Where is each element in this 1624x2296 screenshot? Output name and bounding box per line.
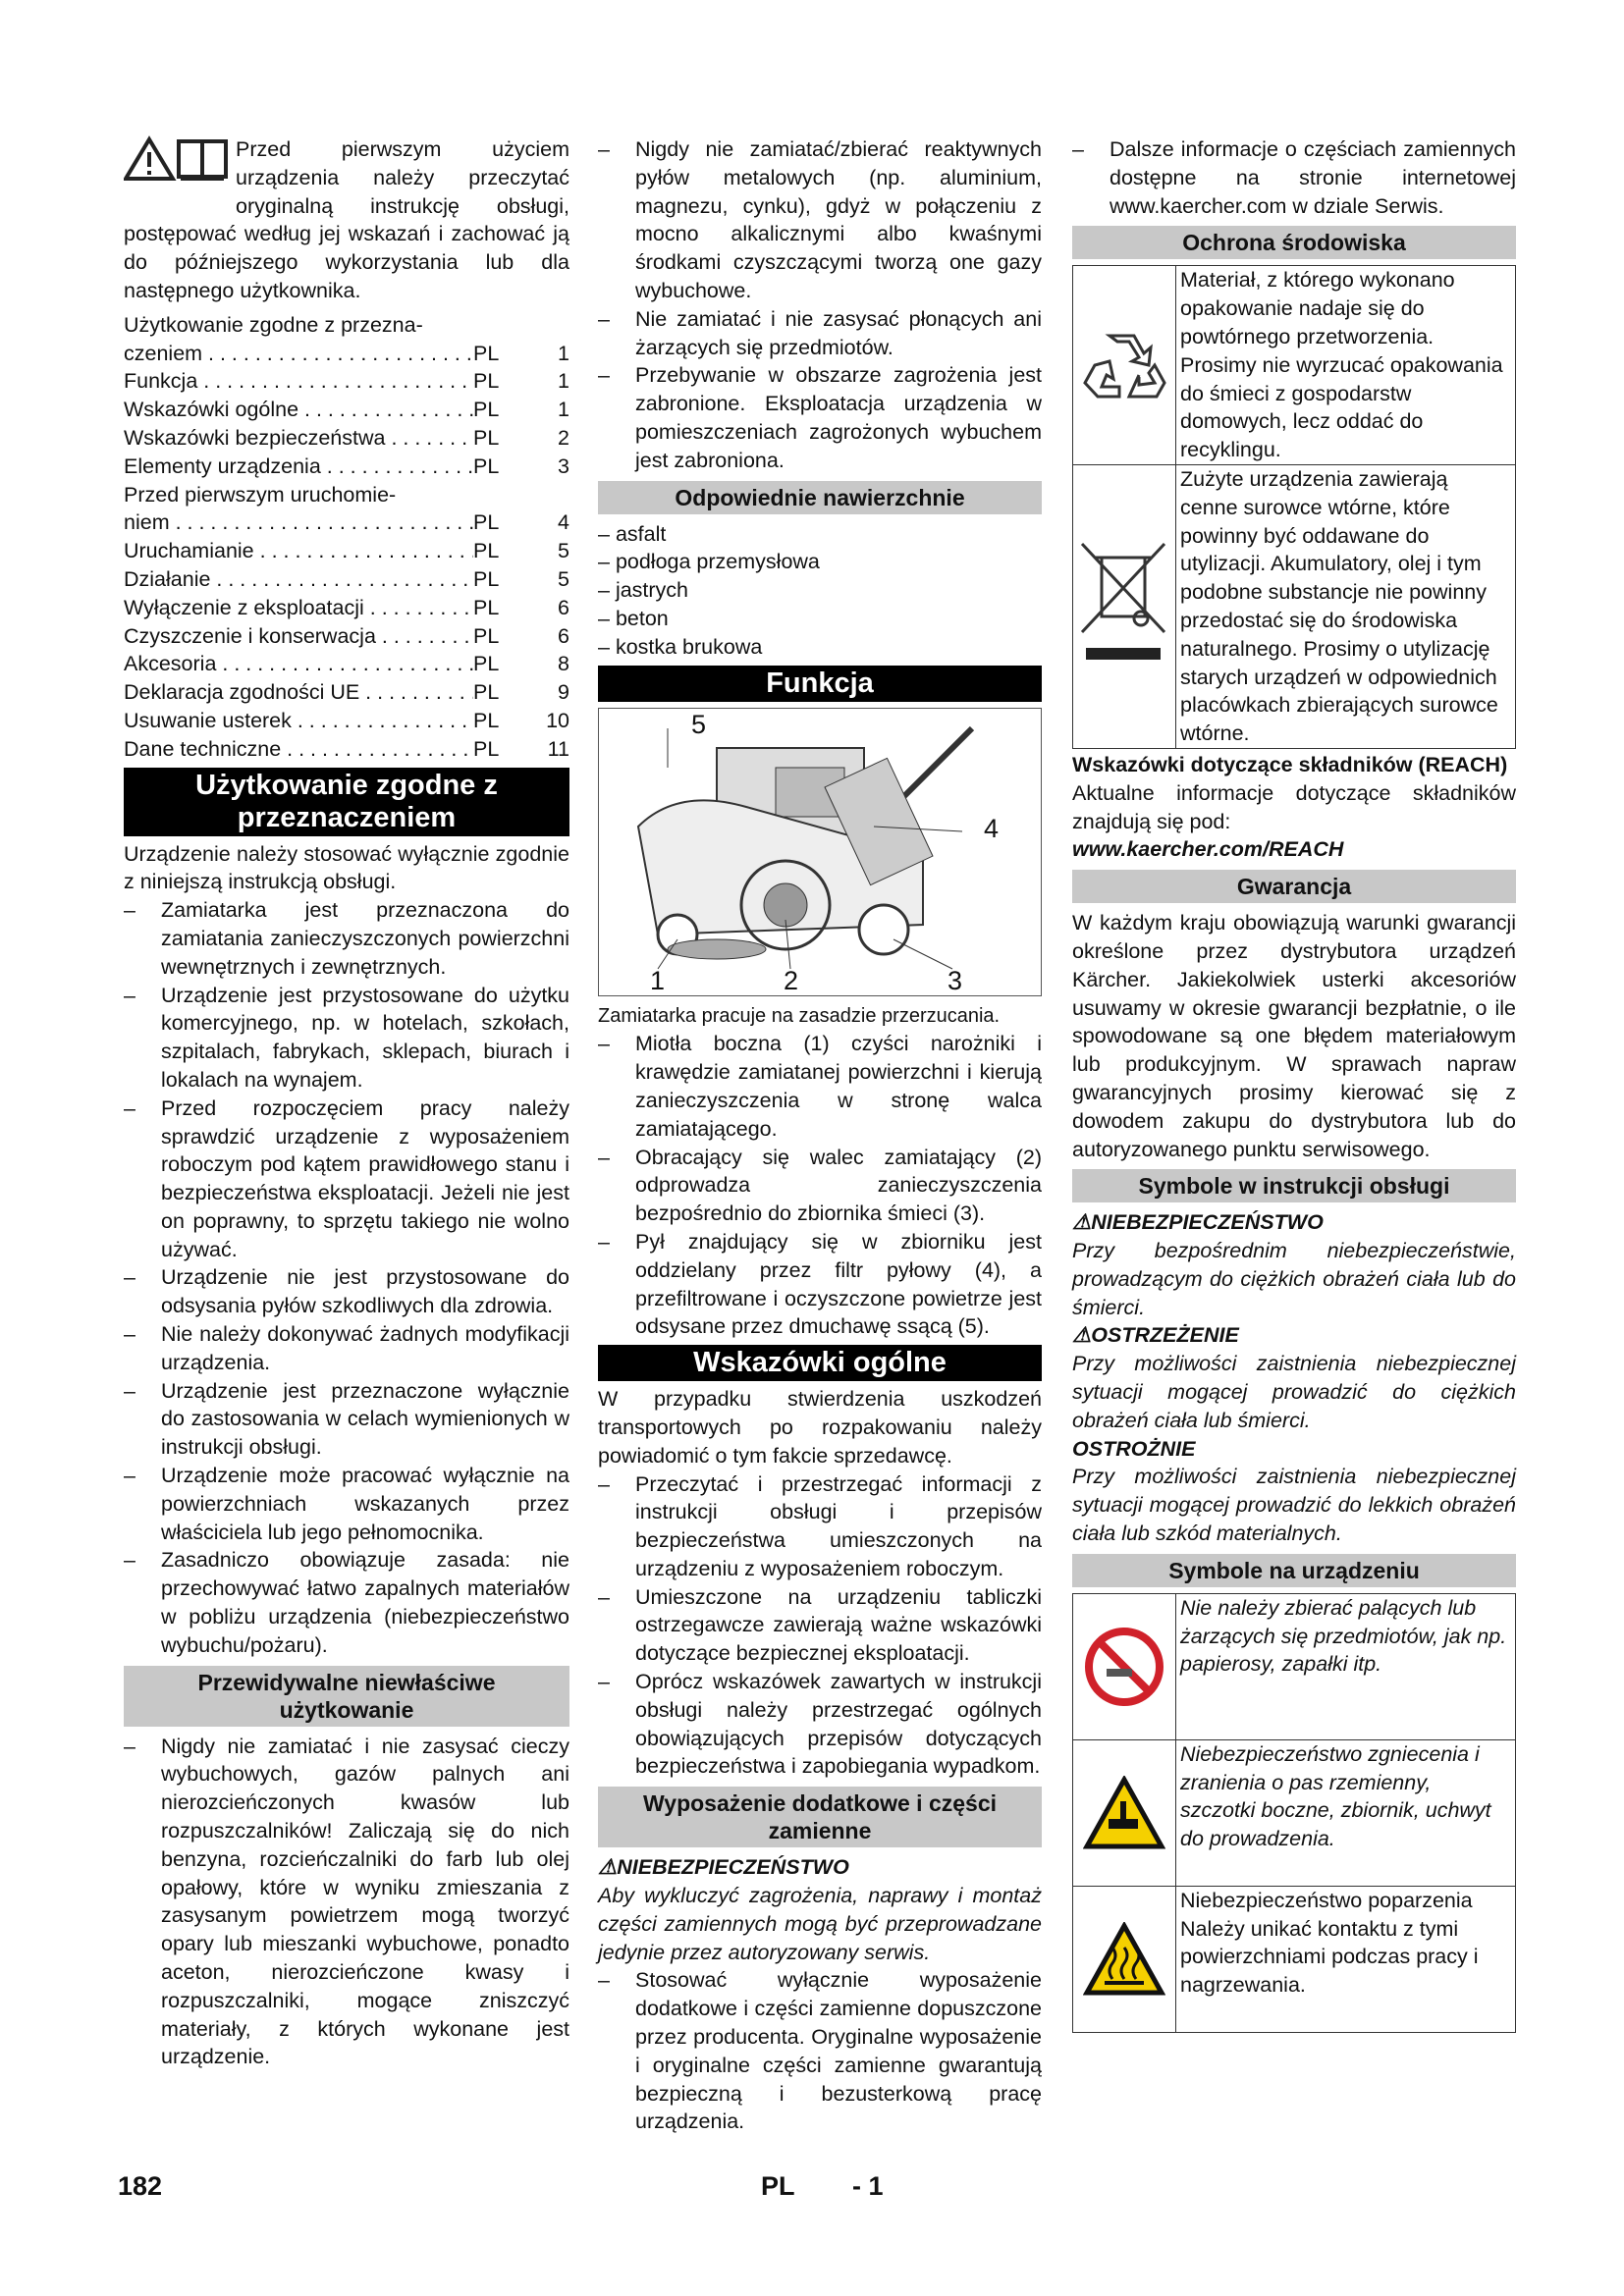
column-2 [598, 135, 1042, 2136]
figure-label: 4 [984, 813, 1000, 843]
figure-label: 5 [691, 709, 707, 739]
heading-intended-use: Użytkowanie zgodne z przeznaczeniem [124, 768, 569, 836]
heading-warranty: Gwarancja [1072, 870, 1516, 903]
caution-text: Przy możliwości zaistnienia niebezpiecznej sytuacji mogącej prowadzić do lekkich obrażeń ciała lub szkód materialnych. [1072, 1465, 1516, 1546]
warning-text: Przy możliwości zaistnienia niebezpiecznej sytuacji mogącej prowadzić do ciężkich obrażeń ciała lub śmierci. [1072, 1352, 1516, 1432]
recycle-icon [1073, 266, 1176, 464]
list-item: – Urządzenie jest przystosowane do użytku komercyjnego, np. w hotelach, szkołach, szpitalach, fabrykach, sklepach, biurach i lokalach na wynajem. [124, 983, 569, 1092]
toc-item[interactable]: Funkcja . . . PL 1 [124, 367, 569, 396]
symbol-text: Niebezpieczeństwo poparzenia Należy unikać kontaktu z tymi powierzchniami podczas pracy i nagrzewania. [1180, 1888, 1479, 1998]
intended-use-list [124, 896, 569, 1660]
list-item: – Stosować wyłącznie wyposażenie dodatkowe i części zamienne dopuszczone przez producenta. Oryginalne wyposażenie i oryginalne części zamienne gwarantują bezpieczną i bezusterkową pracę urządzenia. [598, 1968, 1042, 2134]
warning-triangle-icon: ⚠ [598, 1855, 618, 1880]
warning-book-icon [124, 135, 230, 194]
list-item: – Pył znajdujący się w zbiorniku jest oddzielany przez filtr pyłowy (4), a przefiltrowane i oczyszczone powietrze jest odsysane przez dmuchawę ssącą (5). [598, 1229, 1042, 1339]
reach-text: Aktualne informacje dotyczące składników znajdują się pod: [1072, 780, 1516, 833]
warning-label: ⚠OSTRZEŻENIE [1072, 1323, 1239, 1348]
crush-hazard-icon [1073, 1740, 1176, 1886]
list-item: – Umieszczone na urządzeniu tabliczki ostrzegawcze zawierają ważne wskazówki dotyczące bezpiecznej eksploatacji. [598, 1584, 1042, 1666]
heading-environment: Ochrona środowiska [1072, 226, 1516, 259]
danger-label: ⚠NIEBEZPIECZEŃSTWO [1072, 1210, 1324, 1235]
footer-subpage: - 1 [852, 2171, 884, 2201]
list-item: – kostka brukowa [598, 634, 763, 659]
toc-item[interactable]: Czyszczenie i konserwacja . . . PL 6 [124, 622, 569, 651]
reach-link[interactable]: www.kaercher.com/REACH [1072, 837, 1344, 862]
crossed-bin-icon [1073, 465, 1176, 748]
heading-accessories: Wyposażenie dodatkowe i części zamienne [598, 1787, 1042, 1847]
warning-triangle-icon: ⚠ [1072, 1210, 1092, 1235]
heading-function: Funkcja [598, 666, 1042, 702]
table-row [1072, 1740, 1516, 1887]
list-item: – Oprócz wskazówek zawartych w instrukcji obsługi należy przestrzegać ogólnych obowiązujących przepisów dotyczących bezpieczeństwa i zapobiegania wypadkom. [598, 1670, 1042, 1779]
table-row [1072, 265, 1516, 465]
heading-device-symbols: Symbole na urządzeniu [1072, 1554, 1516, 1587]
danger-text: Aby wykluczyć zagrożenia, naprawy i montaż części zamiennych mogą być przeprowadzane jedynie przez autoryzowany serwis. [598, 1884, 1042, 1964]
toc-item[interactable]: Akcesoria . . . PL 8 [124, 650, 569, 678]
list-item: – jastrych [598, 578, 689, 603]
heading-misuse: Przewidywalne niewłaściwe użytkowanie [124, 1666, 569, 1727]
toc-item[interactable]: Deklaracja zgodności UE . . . PL 9 [124, 678, 569, 707]
general-intro: W przypadku stwierdzenia uszkodzeń transportowych po rozpakowaniu należy powiadomić o tym fakcie sprzedawcę. [598, 1387, 1042, 1468]
list-item: – Zamiatarka jest przeznaczona do zamiatania zanieczyszczonych powierzchni wewnętrznych i zewnętrznych. [124, 898, 569, 979]
table-row [1072, 465, 1516, 749]
heading-symbols: Symbole w instrukcji obsługi [1072, 1169, 1516, 1202]
table-row [1072, 1593, 1516, 1740]
list-item: – Urządzenie jest przeznaczone wyłącznie do zastosowania w celach wymienionych w instrukcji obsługi. [124, 1378, 569, 1460]
warning-triangle-icon: ⚠ [1072, 1323, 1092, 1348]
general-list [598, 1470, 1042, 1782]
toc-item[interactable]: Przed pierwszym uruchomie- niem . . . PL 4 [124, 481, 569, 538]
toc-item[interactable]: Działanie . . . PL 5 [124, 565, 569, 594]
toc-item[interactable]: Dane techniczne . . . PL 11 [124, 735, 569, 764]
list-item: – Dalsze informacje o częściach zamiennych dostępne na stronie internetowej www.kaercher.com w dziale Serwis. [1072, 137, 1516, 218]
figure-label: 2 [784, 965, 799, 995]
list-item: – Przebywanie w obszarze zagrożenia jest zabronione. Eksploatacja urządzenia w pomieszczeniach zagrożonych wybuchem jest zabroniona. [598, 363, 1042, 472]
heading-general: Wskazówki ogólne [598, 1345, 1042, 1381]
sweeper-figure [598, 708, 1042, 996]
danger-label: ⚠NIEBEZPIECZEŃSTWO [598, 1855, 849, 1880]
table-of-contents [124, 311, 569, 764]
list-item: – Obracający się walec zamiatający (2) odprowadza zanieczyszczenia bezpośrednio do zbiornika śmieci (3). [598, 1145, 1042, 1226]
no-burning-objects-icon [1073, 1594, 1176, 1739]
heading-reach: Wskazówki dotyczące składników (REACH) [1072, 752, 1508, 776]
symbol-text: Nie należy zbierać palących lub żarzących się przedmiotów, jak np. papierosy, zapałki itp. [1180, 1595, 1507, 1677]
list-item: – Urządzenie nie jest przystosowane do odsysania pyłów szkodliwych dla zdrowia. [124, 1265, 569, 1318]
danger-text: Przy bezpośrednim niebezpieczeństwie, prowadzącym do ciężkich obrażeń ciała lub do śmierci. [1072, 1239, 1516, 1319]
list-item: – Zasadniczo obowiązuje zasada: nie przechowywać łatwo zapalnych materiałów w pobliżu urządzenia (niebezpieczeństwo wybuchu/pożaru). [124, 1548, 569, 1657]
recycle-text: Materiał, z którego wykonano opakowanie nadaje się do powtórnego przetworzenia. Prosimy nie wyrzucać opakowania do śmieci z gospodarstw domowych, lecz oddać do recyklingu. [1180, 268, 1503, 462]
column-3 [1072, 135, 1516, 2033]
device-symbols-table [1072, 1593, 1516, 2033]
list-item: – Miotła boczna (1) czyści narożniki i krawędzie zamiatanej powierzchni i kierują zanieczyszczenia w stronę walca zamiatającego. [598, 1032, 1042, 1141]
figure-label: 3 [947, 965, 963, 995]
toc-item[interactable]: Użytkowanie zgodne z przezna- czeniem . . . PL 1 [124, 311, 569, 368]
list-item: – Przeczytać i przestrzegać informacji z instrukcji obsługi i przepisów bezpieczeństwa umieszczonych na urządzeniu z wyposażeniem roboczym. [598, 1471, 1042, 1580]
list-item: – Urządzenie może pracować wyłącznie na powierzchniach wskazanych przez właściciela lub jego pełnomocnika. [124, 1464, 569, 1544]
list-item: – beton [598, 606, 669, 630]
intro-paragraph: Przed pierwszym użyciem urządzenia należy przeczytać oryginalną instrukcję obsługi, postępować według jej wskazań i zachować ją do późniejszego wykorzystania lub dla następnego użytkownika. [124, 137, 569, 302]
intended-use-intro: Urządzenie należy stosować wyłącznie zgodnie z niniejszą instrukcją obsługi. [124, 841, 569, 894]
warranty-text: W każdym kraju obowiązują warunki gwarancji określone przez dystrybutora urządzeń Kärcher. Jakiekolwiek usterki akcesoriów usuwamy w okresie gwarancji bezpłatnie, o ile spowodowane są one błędem materiałowym lub produkcyjnym. W sprawach napraw gwarancyjnych prosimy kierować się z dowodem zakupu do dystrybutora lub do autoryzowanego punktu serwisowego. [1072, 911, 1516, 1161]
list-item: – asfalt [598, 521, 667, 546]
toc-item[interactable]: Elementy urządzenia . . . PL 3 [124, 453, 569, 481]
disposal-text: Zużyte urządzenia zawierają cenne surowce wtórne, które powinny być oddawane do utylizacji. Akumulatory, olej i tym podobne substancje nie powinny przedostać się do środowiska naturalnego. Prosimy o utylizację starych urządzeń w odpowiednich placówkach zbierających surowce wtórne. [1180, 466, 1498, 746]
hot-surface-icon [1073, 1887, 1176, 2032]
list-item: – Nie należy dokonywać żadnych modyfikacji urządzenia. [124, 1322, 569, 1374]
figure-caption: Zamiatarka pracuje na zasadzie przerzucania. [598, 1004, 1001, 1027]
table-row [1072, 1887, 1516, 2033]
footer-language: PL [761, 2171, 795, 2201]
figure-label: 1 [650, 965, 666, 995]
toc-item[interactable]: Uruchamianie . . . PL 5 [124, 537, 569, 565]
list-item: – Nigdy nie zamiatać i nie zasysać cieczy wybuchowych, gazów palnych ani nierozcieńczonych kwasów lub rozpuszczalników! Zaliczają się do nich benzyna, rozcieńczalniki do farb lub olej opałowy, które w wyniku zmieszania z zasysanym powietrzem mogą tworzyć opary lub mieszanki wybuchowe, ponadto aceton, nierozcieńczone kwasy i rozpuszczalniki, mogące zniszczyć materiały, z których wykonane jest urządzenie. [124, 1734, 569, 2069]
list-item: – podłoga przemysłowa [598, 550, 820, 574]
toc-item[interactable]: Wskazówki ogólne . . . PL 1 [124, 396, 569, 424]
toc-item[interactable]: Wyłączenie z eksploatacji . . . PL 6 [124, 594, 569, 622]
column-1 [124, 135, 569, 2071]
page-number: 182 [118, 2171, 163, 2201]
heading-surfaces: Odpowiednie nawierzchnie [598, 481, 1042, 514]
caution-label: OSTROŻNIE [1072, 1436, 1196, 1461]
symbol-text: Niebezpieczeństwo zgniecenia i zranienia o pas rzemienny, szczotki boczne, zbiornik, uchwyt do prowadzenia. [1180, 1741, 1491, 1851]
list-item: – Przed rozpoczęciem pracy należy sprawdzić urządzenie z wyposażeniem roboczym pod kątem prawidłowego stanu i bezpieczeństwa eksploatacji. Jeżeli nie jest on poprawny, to sprzętu takiego nie wolno używać. [124, 1095, 569, 1261]
environment-table [1072, 265, 1516, 749]
toc-item[interactable]: Usuwanie usterek . . . PL 10 [124, 707, 569, 735]
list-item: – Nigdy nie zamiatać/zbierać reaktywnych pyłów metalowych (np. aluminium, magnezu, cynku), gdyż w połączeniu z mocno alkalicznymi albo kwaśnymi środkami czyszczącymi tworzą one gazy wybuchowe. [598, 137, 1042, 302]
function-list [598, 1030, 1042, 1341]
toc-item[interactable]: Wskazówki bezpieczeństwa . . . PL 2 [124, 424, 569, 453]
list-item: – Nie zamiatać i nie zasysać płonących ani żarzących się przedmiotów. [598, 306, 1042, 359]
surfaces-list [598, 520, 1042, 662]
